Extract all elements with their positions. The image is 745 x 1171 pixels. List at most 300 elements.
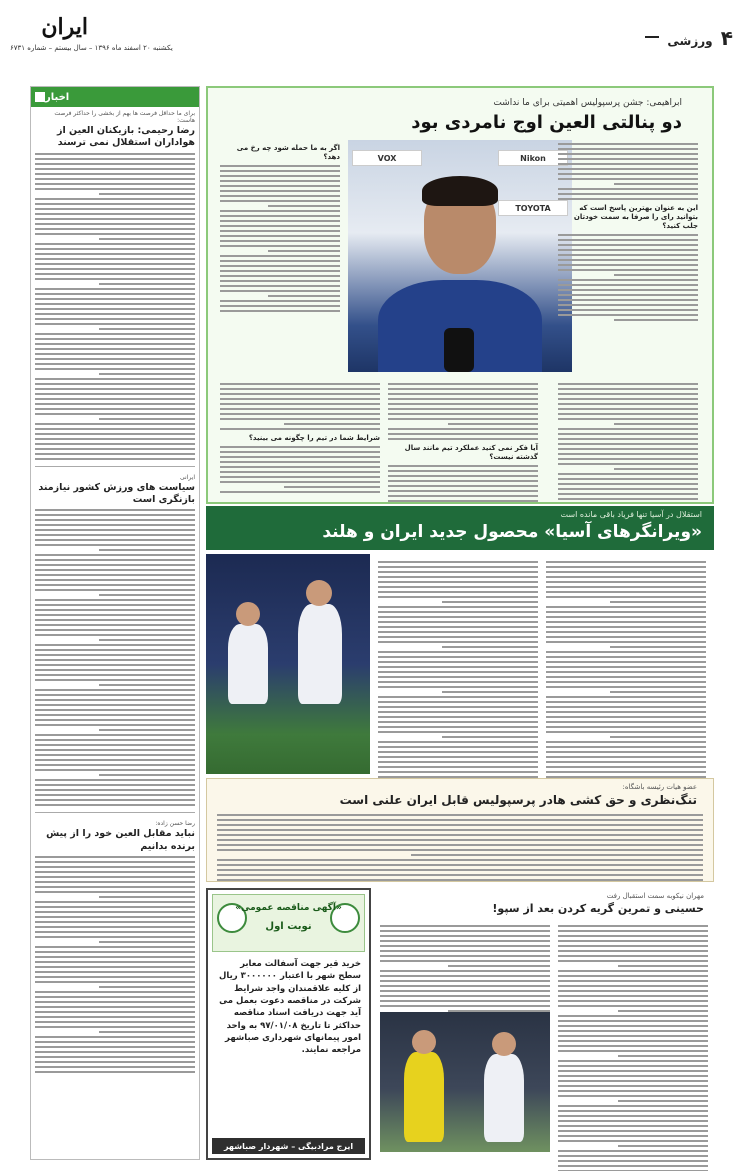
news-heading: اخبار <box>45 91 70 103</box>
text-line <box>35 208 195 210</box>
text-line <box>380 935 550 937</box>
text-line <box>35 921 195 923</box>
text-line <box>558 1050 708 1052</box>
text-line <box>558 173 698 175</box>
text-line <box>558 463 698 465</box>
feature-kicker: ابراهیمی: جشن پرسپولیس اهمیتی برای ما نداشت <box>493 98 682 108</box>
text-line <box>35 779 195 781</box>
text-line <box>220 388 380 390</box>
text-line <box>380 950 550 952</box>
text-line <box>35 363 195 365</box>
news-kicker: برای ما حداقل فرصت ها بهم از بخشی را حداکثر فرصت هاست: <box>54 110 195 124</box>
player-figure <box>484 1054 524 1142</box>
text-line <box>558 1020 708 1022</box>
text-line <box>378 666 538 668</box>
text-line <box>35 554 195 556</box>
text-line <box>380 925 550 927</box>
text-line <box>99 193 195 195</box>
text-line <box>380 945 550 947</box>
text-line <box>378 731 538 733</box>
text-line <box>546 641 706 643</box>
text-line <box>35 1001 195 1003</box>
text-line <box>35 243 195 245</box>
text-line <box>35 358 195 360</box>
text-line <box>35 338 195 340</box>
interview-question: شرایط شما در تیم را چگونه می بینید؟ <box>248 434 380 442</box>
text-line <box>217 869 703 871</box>
text-line <box>35 398 195 400</box>
text-line <box>35 178 195 180</box>
text-line <box>217 859 703 861</box>
text-line <box>35 966 195 968</box>
feature-text <box>558 143 698 200</box>
text-line <box>35 383 195 385</box>
feature-text <box>220 446 380 493</box>
feature-column <box>388 380 538 505</box>
text-line <box>35 534 195 536</box>
text-line <box>558 935 708 937</box>
text-line <box>220 230 340 232</box>
text-line <box>35 1061 195 1063</box>
text-line <box>35 544 195 546</box>
section-divider <box>645 36 659 38</box>
text-line <box>546 741 706 743</box>
text-line <box>217 844 703 846</box>
text-line <box>546 751 706 753</box>
text-line <box>558 955 708 957</box>
newspaper-logo: ایران <box>41 14 88 40</box>
text-line <box>35 458 195 460</box>
text-line <box>220 275 340 277</box>
player-figure <box>298 604 342 704</box>
bottom-headline[interactable]: حسینی و تمرین گریه کردن بعد از سپو! <box>492 902 704 915</box>
feature-text <box>388 383 538 440</box>
text-line <box>220 245 340 247</box>
news-divider <box>35 812 195 813</box>
player-head <box>492 1032 516 1056</box>
text-line <box>546 586 706 588</box>
text-line <box>35 714 195 716</box>
strip-headline[interactable]: تنگ‌نظری و حق کشی هادر پرسپولیس قابل ایران علنی است <box>339 793 697 807</box>
news-item[interactable] <box>31 817 199 1073</box>
text-line <box>35 724 195 726</box>
text-line <box>558 483 698 485</box>
text-line <box>546 701 706 703</box>
text-line <box>378 561 538 563</box>
text-line <box>378 631 538 633</box>
text-line <box>220 225 340 227</box>
text-line <box>35 198 195 200</box>
text-line <box>558 188 698 190</box>
text-line <box>618 1100 708 1102</box>
feature-story <box>206 86 714 504</box>
text-line <box>99 729 195 731</box>
text-line <box>388 403 538 405</box>
text-line <box>35 946 195 948</box>
text-line <box>35 654 195 656</box>
text-line <box>35 203 195 205</box>
text-line <box>220 165 340 167</box>
text-line <box>558 448 698 450</box>
text-line <box>35 1056 195 1058</box>
text-line <box>35 1051 195 1053</box>
text-line <box>378 711 538 713</box>
asia-headline[interactable]: «ویرانگرهای آسیا» محصول جدید ایران و هلند <box>322 522 702 542</box>
text-line <box>546 726 706 728</box>
text-line <box>558 970 708 972</box>
text-line <box>220 190 340 192</box>
text-line <box>546 716 706 718</box>
text-line <box>35 664 195 666</box>
text-line <box>220 418 380 420</box>
text-line <box>378 751 538 753</box>
text-line <box>388 418 538 420</box>
player-head <box>306 580 332 606</box>
text-line <box>35 569 195 571</box>
text-line <box>35 433 195 435</box>
text-line <box>35 866 195 868</box>
text-line <box>35 936 195 938</box>
text-line <box>558 1165 708 1167</box>
text-line <box>220 290 340 292</box>
text-line <box>217 849 703 851</box>
text-line <box>558 198 698 200</box>
text-line <box>388 398 538 400</box>
text-line <box>378 671 538 673</box>
text-line <box>378 621 538 623</box>
text-line <box>35 599 195 601</box>
text-line <box>35 961 195 963</box>
text-line <box>558 438 698 440</box>
text-line <box>558 1130 708 1132</box>
text-line <box>558 193 698 195</box>
feature-headline[interactable]: دو پنالتی العین اوج نامردی بود <box>411 112 682 133</box>
text-line <box>378 661 538 663</box>
text-line <box>380 970 550 972</box>
text-line <box>558 163 698 165</box>
text-line <box>558 1060 708 1062</box>
text-line <box>35 976 195 978</box>
text-line <box>35 453 195 455</box>
text-line <box>378 591 538 593</box>
feature-column <box>220 380 380 496</box>
text-line <box>558 393 698 395</box>
text-line <box>35 579 195 581</box>
text-line <box>618 1055 708 1057</box>
text-line <box>558 254 698 256</box>
text-line <box>35 906 195 908</box>
text-line <box>558 498 698 500</box>
news-item[interactable] <box>31 471 199 807</box>
sponsor-board: Nikon <box>498 150 568 166</box>
bottom-kicker: مهران نیکوبه سمت استقبال رفت <box>606 892 704 900</box>
text-line <box>558 1075 708 1077</box>
text-line <box>558 1085 708 1087</box>
asia-column <box>378 558 538 811</box>
text-line <box>35 981 195 983</box>
text-line <box>558 980 708 982</box>
text-line <box>448 423 538 425</box>
text-line <box>546 571 706 573</box>
text-line <box>558 158 698 160</box>
text-line <box>378 681 538 683</box>
interview-question: این به عنوان بهترین پاسخ است که بتوانید رای را صرفا به سمت خودتان جلب کنید؟ <box>573 204 698 231</box>
text-line <box>378 606 538 608</box>
text-line <box>614 274 698 276</box>
text-line <box>614 468 698 470</box>
ad-body: خرید قیر جهت آسفالت معابر سطح شهر با اعتبار ۳۰۰۰۰۰۰ ریال از کلیه علاقمندان واجد شرایط شرکت در مناقصه دعوت بعمل می آید جهت دریافت اسناد مناقصه حداکثر تا تاریخ ۹۷/۰۱/۰۸ به واحد امور پیمانهای شهرداری صباشهر مراجعه نمایند. <box>219 959 361 1056</box>
text-line <box>546 771 706 773</box>
text-line <box>380 985 550 987</box>
text-line <box>35 956 195 958</box>
text-line <box>217 864 703 866</box>
news-header <box>31 87 199 107</box>
interview-question: آیا فکر نمی کنید عملکرد تیم مانند سال گذشته نیست؟ <box>404 444 538 462</box>
text-line <box>378 596 538 598</box>
page-header <box>0 0 745 62</box>
text-line <box>378 571 538 573</box>
text-line <box>35 709 195 711</box>
text-line <box>35 293 195 295</box>
text-line <box>378 701 538 703</box>
text-line <box>558 239 698 241</box>
text-line <box>388 413 538 415</box>
text-line <box>558 234 698 236</box>
text-line <box>380 960 550 962</box>
text-line <box>558 264 698 266</box>
text-line <box>99 684 195 686</box>
text-line <box>558 284 698 286</box>
news-kicker: ایرانی <box>180 473 195 481</box>
text-line <box>220 471 380 473</box>
text-line <box>558 244 698 246</box>
text-line <box>558 1030 708 1032</box>
text-line <box>378 581 538 583</box>
text-line <box>99 774 195 776</box>
text-line <box>35 991 195 993</box>
text-line <box>388 408 538 410</box>
text-line <box>35 674 195 676</box>
text-line <box>35 901 195 903</box>
text-line <box>35 624 195 626</box>
text-line <box>442 691 538 693</box>
text-line <box>546 561 706 563</box>
text-line <box>35 298 195 300</box>
text-line <box>546 666 706 668</box>
text-line <box>35 609 195 611</box>
text-line <box>558 418 698 420</box>
text-line <box>546 596 706 598</box>
text-line <box>35 188 195 190</box>
text-line <box>378 716 538 718</box>
text-line <box>99 283 195 285</box>
feature-column <box>558 140 698 324</box>
text-line <box>35 574 195 576</box>
text-line <box>220 235 340 237</box>
ad-header <box>212 894 365 952</box>
feature-text <box>220 383 380 430</box>
text-line <box>35 584 195 586</box>
text-line <box>378 611 538 613</box>
text-line <box>220 210 340 212</box>
text-line <box>546 591 706 593</box>
text-line <box>35 1041 195 1043</box>
text-line <box>35 694 195 696</box>
text-line <box>35 699 195 701</box>
text-line <box>558 259 698 261</box>
player-head <box>412 1030 436 1054</box>
player-head <box>236 602 260 626</box>
text-line <box>35 158 195 160</box>
player-figure <box>228 624 268 704</box>
text-line <box>35 629 195 631</box>
news-title[interactable]: رضا رحیمی: بازیکنان العین از هواداران استقلال نمی ترسند <box>56 125 195 149</box>
text-line <box>35 634 195 636</box>
text-line <box>220 240 340 242</box>
text-line <box>378 676 538 678</box>
text-line <box>35 749 195 751</box>
text-line <box>546 566 706 568</box>
text-line <box>558 453 698 455</box>
text-line <box>558 304 698 306</box>
text-line <box>35 268 195 270</box>
text-line <box>35 443 195 445</box>
text-line <box>220 260 340 262</box>
text-line <box>35 649 195 651</box>
news-body <box>35 509 195 806</box>
text-line <box>558 945 708 947</box>
text-line <box>388 433 538 435</box>
text-line <box>35 278 195 280</box>
text-line <box>558 1040 708 1042</box>
tender-ad[interactable] <box>206 888 371 1160</box>
text-line <box>558 1035 708 1037</box>
goalkeeper-photo <box>380 1012 550 1152</box>
text-line <box>35 519 195 521</box>
text-line <box>558 1070 708 1072</box>
text-line <box>35 789 195 791</box>
text-line <box>220 170 340 172</box>
text-line <box>378 721 538 723</box>
text-line <box>220 270 340 272</box>
text-line <box>35 273 195 275</box>
text-line <box>35 393 195 395</box>
text-line <box>35 1026 195 1028</box>
text-line <box>35 754 195 756</box>
text-line <box>546 576 706 578</box>
text-line <box>558 1005 708 1007</box>
text-line <box>35 423 195 425</box>
text-line <box>558 413 698 415</box>
text-line <box>558 975 708 977</box>
text-line <box>380 940 550 942</box>
text-line <box>35 438 195 440</box>
text-line <box>35 388 195 390</box>
text-line <box>35 1006 195 1008</box>
text-line <box>546 656 706 658</box>
text-line <box>35 318 195 320</box>
text-line <box>546 671 706 673</box>
text-line <box>220 175 340 177</box>
text-line <box>558 1155 708 1157</box>
text-line <box>35 1071 195 1073</box>
text-line <box>558 168 698 170</box>
text-line <box>546 766 706 768</box>
text-line <box>558 1120 708 1122</box>
text-line <box>35 911 195 913</box>
text-line <box>35 323 195 325</box>
text-line <box>380 995 550 997</box>
text-line <box>217 819 703 821</box>
text-line <box>35 794 195 796</box>
text-line <box>35 931 195 933</box>
text-line <box>35 856 195 858</box>
section-name: ورزشی <box>667 34 713 48</box>
text-line <box>546 621 706 623</box>
text-line <box>35 614 195 616</box>
text-line <box>378 771 538 773</box>
text-line <box>388 475 538 477</box>
text-line <box>558 940 708 942</box>
text-line <box>35 861 195 863</box>
feature-text <box>558 234 698 321</box>
text-line <box>546 731 706 733</box>
text-line <box>558 1160 708 1162</box>
feature-text <box>558 383 698 500</box>
text-line <box>388 470 538 472</box>
text-line <box>220 456 380 458</box>
text-line <box>546 611 706 613</box>
text-line <box>220 476 380 478</box>
text-line <box>546 616 706 618</box>
text-line <box>99 418 195 420</box>
news-title[interactable]: سیاست های ورزش کشور نیازمند بازنگری است <box>38 481 195 506</box>
text-line <box>558 493 698 495</box>
text-line <box>217 874 703 876</box>
text-line <box>388 383 538 385</box>
text-line <box>558 1135 708 1137</box>
text-line <box>35 734 195 736</box>
text-line <box>378 766 538 768</box>
text-line <box>99 986 195 988</box>
news-title[interactable]: نباید مقابل العین خود را از پیش برنده بدانیم <box>46 828 195 852</box>
text-line <box>558 148 698 150</box>
news-box-icon <box>35 92 45 102</box>
text-line <box>442 601 538 603</box>
text-line <box>378 641 538 643</box>
text-line <box>220 285 340 287</box>
text-line <box>35 514 195 516</box>
text-line <box>35 288 195 290</box>
text-line <box>220 428 380 430</box>
text-line <box>558 269 698 271</box>
text-line <box>35 213 195 215</box>
news-item[interactable] <box>31 107 199 460</box>
text-line <box>220 305 340 307</box>
text-line <box>35 448 195 450</box>
text-line <box>378 726 538 728</box>
text-line <box>35 413 195 415</box>
text-line <box>388 465 538 467</box>
text-line <box>546 606 706 608</box>
sponsor-board: VOX <box>352 150 422 166</box>
text-line <box>35 348 195 350</box>
text-line <box>558 1125 708 1127</box>
text-line <box>35 1036 195 1038</box>
text-line <box>35 659 195 661</box>
text-line <box>35 343 195 345</box>
text-line <box>558 443 698 445</box>
